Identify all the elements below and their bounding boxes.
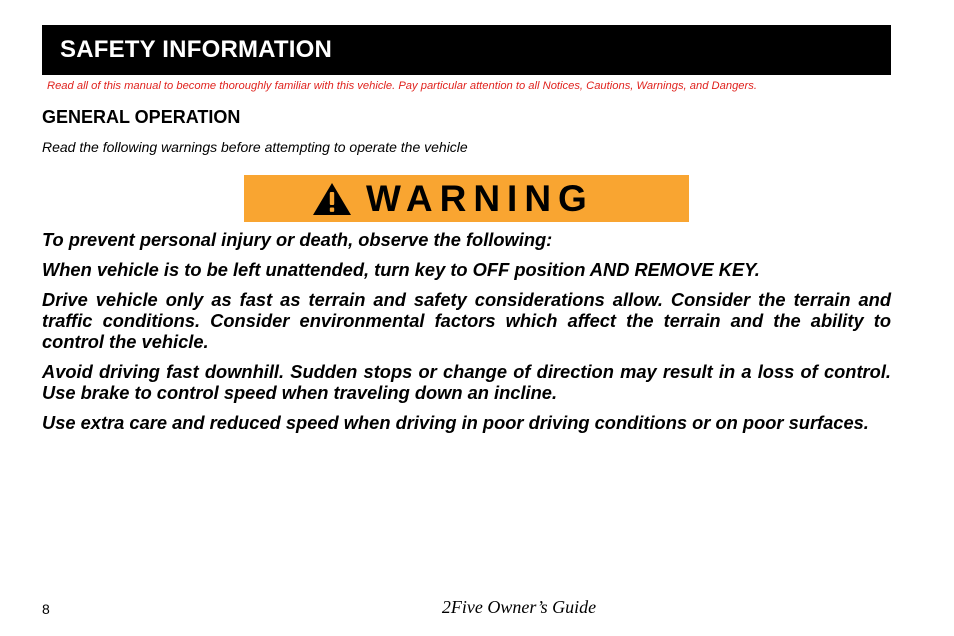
warning-paragraph: When vehicle is to be left unattended, turn key to OFF position AND REMOVE KEY. xyxy=(42,259,760,280)
warning-triangle-icon xyxy=(312,182,352,216)
footer-guide-title: 2Five Owner’s Guide xyxy=(441,597,597,617)
section-heading: GENERAL OPERATION xyxy=(42,107,241,127)
warning-banner xyxy=(244,175,689,222)
warning-paragraph: Drive vehicle only as fast as terrain and safety considerations allow. Consider the terrain and traffic conditions. Consider environmental factors which affect the terrain and the ability to control the vehicle. xyxy=(42,289,891,352)
warning-paragraph: Use extra care and reduced speed when driving in poor driving conditions or on poor surfaces. xyxy=(42,412,869,433)
page-number: 8 xyxy=(42,601,50,617)
warning-paragraph: Avoid driving fast downhill. Sudden stops or change of direction may result in a loss of control. Use brake to control speed when traveling down an incline. xyxy=(42,361,891,403)
intro-note: Read all of this manual to become thoroughly familiar with this vehicle. Pay particular attention to all Notices, Cautions, Warnings, and Dangers. xyxy=(47,80,757,92)
warning-list xyxy=(42,229,891,442)
page-title: SAFETY INFORMATION xyxy=(60,36,333,63)
section-title-bar xyxy=(42,25,891,75)
section-subheading: Read the following warnings before attempting to operate the vehicle xyxy=(42,139,468,155)
warning-word: WARNING xyxy=(366,178,594,219)
warning-paragraph: To prevent personal injury or death, observe the following: xyxy=(42,229,553,250)
